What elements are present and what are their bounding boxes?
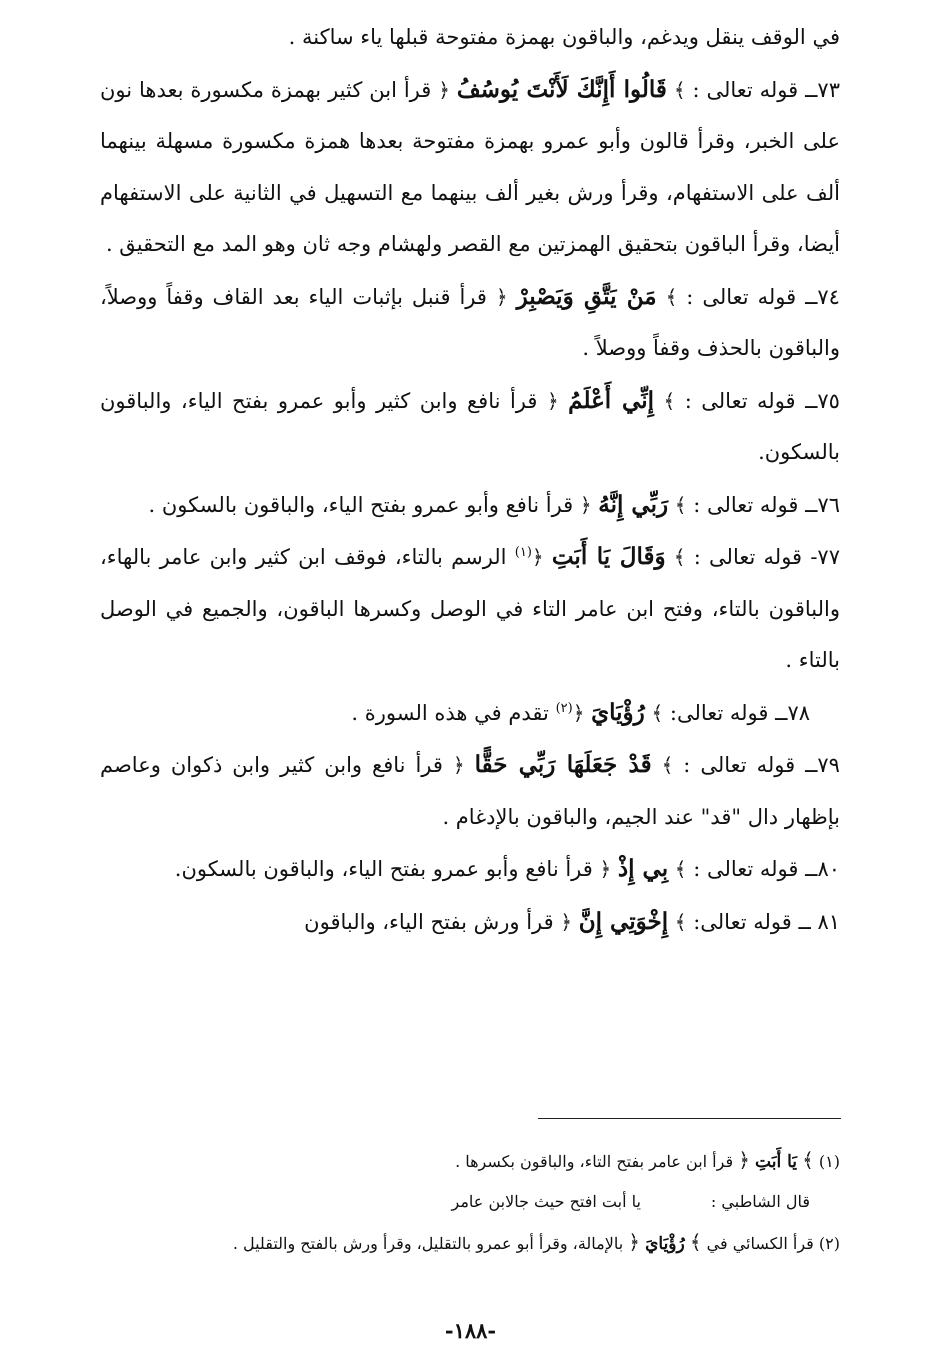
ornament-open: ﴾ <box>663 388 676 413</box>
ornament-close: ﴿ <box>531 545 544 569</box>
footnote-ref: (١) <box>514 545 532 560</box>
entry-number: ٧٣ــ قوله تعالى : <box>692 77 840 102</box>
quran-verse: بِي إِذْ <box>617 855 669 882</box>
ornament-open: ﴾ <box>651 700 664 725</box>
ornament-close: ﴿ <box>495 284 508 309</box>
entry-paragraph <box>100 896 840 949</box>
entry-paragraph <box>100 375 840 479</box>
entry-paragraph <box>100 739 840 843</box>
entry-number: ٧٨ــ قوله تعالى: <box>669 700 810 725</box>
quran-verse: إِخْوَتِي إِنَّ <box>578 907 669 935</box>
verse-text: يا أبت افتح حيث جالابن عامر <box>451 1192 641 1211</box>
entry-text: قرأ نافع وابن كثير وأبو عمرو بفتح الياء، والباقون بالسكون. <box>100 388 840 464</box>
shatibi-verse <box>100 1182 840 1222</box>
quran-verse: رَبِّي إِنَّهُ <box>598 490 669 518</box>
footnote-ref: (٢) <box>555 700 573 716</box>
ornament-close: ﴿ <box>572 700 585 725</box>
ornament-open: ﴾ <box>673 545 686 569</box>
ornament-open: ﴾ <box>665 284 678 309</box>
entry-paragraph <box>100 843 840 896</box>
footnote-1-number: (١) <box>818 1152 840 1171</box>
quran-verse: قَالُوا أَإِنَّكَ لَأَنْتَ يُوسُفُ <box>456 75 667 103</box>
footnote-1-text: قرأ ابن عامر بفتح التاء، والباقون بكسرها . <box>455 1152 734 1171</box>
quran-verse: إِنِّي أَعْلَمُ <box>568 386 654 414</box>
quran-verse: مَنْ يَتَّقِ وَيَصْبِرْ <box>516 282 657 310</box>
quran-verse: قَدْ جَعَلَهَا رَبِّي حَقًّا <box>474 751 652 778</box>
footnote-divider <box>538 1118 841 1119</box>
footnote-2-verse: رُؤْيَايَ <box>645 1234 685 1254</box>
ornament-open: ﴾ <box>674 909 687 934</box>
entry-number: ٧٧- قوله تعالى : <box>693 545 840 569</box>
entry-text: قرأ نافع وابن كثير وابن ذكوان وعاصم بإظهار دال "قد" عند الجيم، والباقون بالإدغام . <box>100 753 840 829</box>
page-number: -١٨٨- <box>444 1318 497 1343</box>
entry-number: ٨١ ــ قوله تعالى: <box>693 909 840 934</box>
ornament-close: ﴿ <box>546 388 559 413</box>
entries-list <box>100 64 840 949</box>
entry-paragraph <box>100 271 840 375</box>
entry-text: الرسم بالتاء، فوقف ابن كثير وابن عامر بالهاء، والباقون بالتاء، وفتح ابن عامر التاء في الوصل وكسرها الباقون، والجميع في الوصل بالتاء . <box>100 545 840 672</box>
ornament-close: ﴿ <box>628 1230 640 1254</box>
entry-text: قرأ ورش بفتح الياء، والباقون <box>304 909 554 934</box>
intro-paragraph: في الوقف ينقل ويدغم، والباقون بهمزة مفتوحة قبلها ياء ساكنة . <box>288 25 840 49</box>
entry-number: ٧٦ــ قوله تعالى : <box>693 492 840 517</box>
ornament-close: ﴿ <box>599 857 612 881</box>
entry-paragraph <box>100 64 840 271</box>
footnote-2 <box>100 1222 840 1264</box>
verse-speaker: قال الشاطبي : <box>710 1192 810 1211</box>
ornament-open: ﴾ <box>689 1230 702 1254</box>
entry-paragraph <box>100 687 840 740</box>
footnote-2-number: (٢) <box>818 1234 840 1253</box>
footnote-2-text: بالإمالة، وقرأ أبو عمرو بالتقليل، وقرأ ورش بالفتح والتقليل . <box>232 1234 624 1253</box>
quran-verse: رُؤْيَايَ <box>591 698 645 726</box>
entry-text: تقدم في هذه السورة . <box>351 700 549 725</box>
entry-paragraph <box>100 479 840 532</box>
main-text <box>100 12 840 948</box>
entry-text: قرأ نافع وأبو عمرو بفتح الياء، والباقون بالسكون. <box>174 857 593 881</box>
ornament-open: ﴾ <box>661 753 674 777</box>
ornament-open: ﴾ <box>802 1148 814 1172</box>
ornament-close: ﴿ <box>452 753 465 777</box>
footnote-1-verse: يَا أَبَتِ <box>755 1152 797 1172</box>
footnotes <box>100 1140 840 1264</box>
ornament-close: ﴿ <box>579 492 592 517</box>
entry-paragraph <box>100 531 840 687</box>
entry-number: ٧٩ــ قوله تعالى : <box>683 753 840 777</box>
entry-text: قرأ ابن كثير بهمزة مكسورة بعدها نون على الخبر، وقرأ قالون وأبو عمرو بهمزة مفتوحة بعدها همزة مكسورة مسهلة بينهما ألف على الاستفهام، وقرأ ورش بغير ألف بينهما مع التسهيل في الثانية على الاستفهام أيضا، وقرأ الباقون بتحقيق الهمزتين مع القصر ولهشام وجه ثان وهو المد مع التحقيق . <box>100 77 840 256</box>
ornament-close: ﴿ <box>560 909 573 934</box>
entry-number: ٧٥ــ قوله تعالى : <box>684 388 840 413</box>
ornament-open: ﴾ <box>674 857 687 881</box>
entry-number: ٨٠ــ قوله تعالى : <box>693 857 840 881</box>
quran-verse: وَقَالَ يَا أَبَتِ <box>551 543 666 570</box>
entry-text: قرأ قنبل بإثبات الياء بعد القاف وقفاً ووصلاً، والباقون بالحذف وقفاً ووصلاً . <box>100 284 840 360</box>
entry-number: ٧٤ــ قوله تعالى : <box>686 284 840 309</box>
footnote-2-pre: قرأ الكسائي في <box>706 1234 814 1253</box>
entry-text: قرأ نافع وأبو عمرو بفتح الياء، والباقون بالسكون . <box>148 492 574 517</box>
ornament-close: ﴿ <box>438 77 450 102</box>
ornament-open: ﴾ <box>673 77 686 102</box>
ornament-open: ﴾ <box>674 492 687 517</box>
ornament-close: ﴿ <box>738 1148 750 1172</box>
footnote-1 <box>100 1140 840 1182</box>
